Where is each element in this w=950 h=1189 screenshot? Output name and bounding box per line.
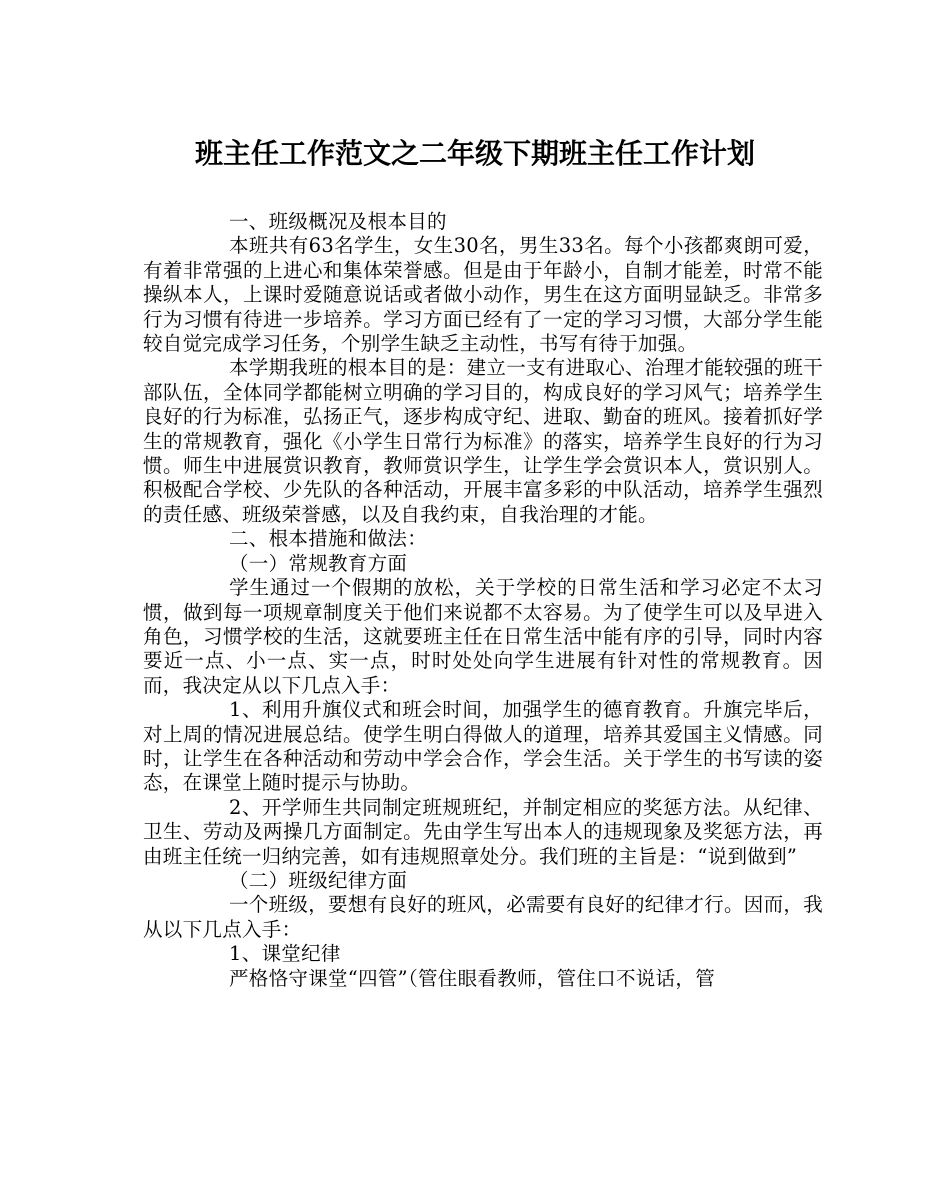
item-heading-classroom: 1、课堂纪律 [229, 942, 341, 966]
document-title: 班主任工作范文之二年级下期班主任工作计划 [194, 137, 755, 170]
paragraph-item-2: 2、开学师生共同制定班规班纪，并制定相应的奖惩方法。从纪律、卫生、劳动及两操几方面制定。先由学生写出本人的违规现象及奖惩方法，再由班主任统一归纳完善，如有违规照章处分。我们班的主旨是：“说到做到” [143, 795, 823, 868]
paragraph-goals: 本学期我班的根本目的是：建立一支有进取心、治理才能较强的班干部队伍，全体同学都能树立明确的学习目的，构成良好的学习风气；培养学生良好的行为标准，弘扬正气，逐步构成守纪、进取、勤奋的班风。接着抓好学生的常规教育，强化《小学生日常行为标准》的落实，培养学生良好的行为习惯。师生中进展赏识教育，教师赏识学生，让学生学会赏识本人，赏识别人。积极配合学校、少先队的各种活动，开展丰富多彩的中队活动，培养学生强烈的责任感、班级荣誉感，以及自我约束，自我治理的才能。 [143, 356, 824, 526]
section-heading-2: 二、根本措施和做法： [229, 527, 428, 551]
paragraph-classroom-rules: 严格恪守课堂“四管”（管住眼看教师，管住口不说话，管 [229, 966, 715, 990]
paragraph-discipline: 一个班级，要想有良好的班风，必需要有良好的纪律才行。因而，我从以下几点入手： [143, 893, 824, 941]
paragraph-routine-education: 学生通过一个假期的放松，关于学校的日常生活和学习必定不太习惯，做到每一项规章制度关于他们来说都不太容易。为了使学生可以及早进入角色，习惯学校的生活，这就要班主任在日常生活中能有序的引导，同时内容要近一点、小一点、实一点，时时处处向学生进展有针对性的常规教育。因而，我决定从以下几点入手： [143, 576, 823, 697]
paragraph-item-1: 1、利用升旗仪式和班会时间，加强学生的德育教育。升旗完毕后，对上周的情况进展总结。使学生明白得做人的道理，培养其爱国主义情感。同时，让学生在各种活动和劳动中学会合作，学会生活。关于学生的书写读的姿态，在课堂上随时提示与协助。 [143, 698, 823, 795]
section-heading-1: 一、班级概况及根本目的 [229, 210, 447, 233]
subsection-heading-1: （一）常规教育方面 [229, 551, 408, 575]
paragraph-class-overview: 本班共有63名学生，女生30名，男生33名。每个小孩都爽朗可爱，有着非常强的上进心和集体荣誉感。但是由于年龄小，自制才能差，时常不能操纵本人，上课时爱随意说话或者做小动作，男生在这方面明显缺乏。非常多行为习惯有待进一步培养。学习方面已经有了一定的学习习惯，大部分学生能较自觉完成学习任务，个别学生缺乏主动性，书写有待于加强。 [143, 234, 823, 356]
subsection-heading-2: （二）班级纪律方面 [229, 868, 408, 892]
document-body [143, 210, 823, 991]
